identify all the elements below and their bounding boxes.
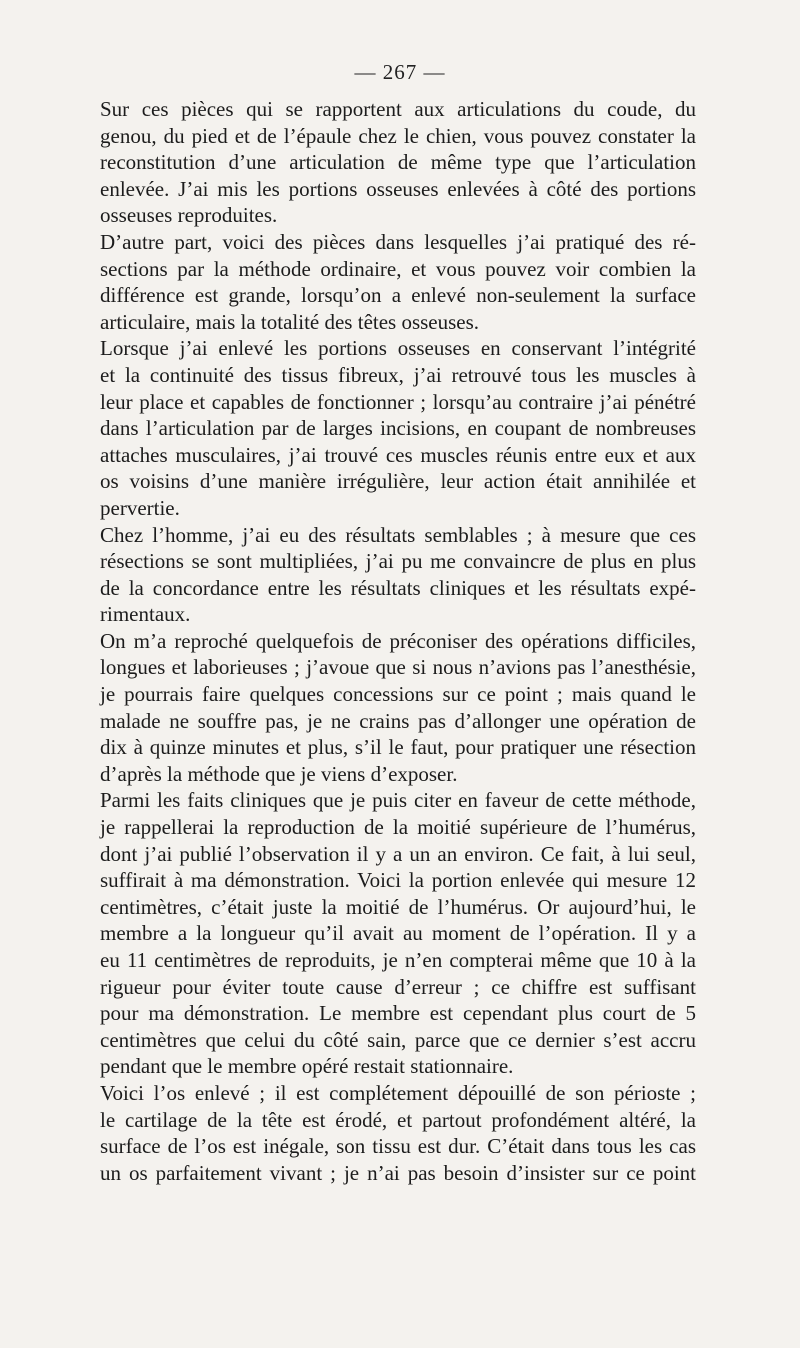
text-line: attaches musculaires, j’ai trouvé ces muscles réunis entre eux et aux [100, 442, 696, 467]
text-line: eu 11 centimètres de reproduits, je n’en compterai même que 10 à la [100, 948, 696, 972]
text-line: surface de l’os est inégale, son tissu est dur. C’était dans tous les cas [100, 1134, 696, 1159]
text-line: Lorsque j’ai enlevé les portions osseuses en conservant l’intégrité [100, 336, 696, 361]
text-line: d’après la méthode que je viens d’exposer. [100, 761, 458, 786]
text-line: malade ne souffre pas, je ne crains pas d’allonger une opération de [100, 708, 696, 733]
paragraph [80, 522, 696, 628]
text-line: centimètres, c’était juste la moitié de l’humérus. Or aujourd’hui, le [100, 894, 696, 919]
text-line: Sur ces pièces qui se rapportent aux articulations du coude, du [100, 97, 696, 121]
text-line: dix à quinze minutes et plus, s’il le faut, pour pratiquer une résection [100, 735, 696, 760]
text-line: Parmi les faits cliniques que je puis citer en faveur de cette méthode, [100, 788, 696, 813]
text-line: et la continuité des tissus fibreux, j’ai retrouvé tous les muscles à [100, 362, 696, 387]
text-line: On m’a reproché quelquefois de préconiser des opérations difficiles, [100, 628, 696, 653]
text-line: os voisins d’une manière irrégulière, leur action était annihilée et [100, 469, 696, 494]
paragraph [80, 96, 696, 229]
text-line: enlevée. J’ai mis les portions osseuses enlevées à côté des portions [100, 176, 696, 201]
text-line: je pourrais faire quelques concessions sur ce point ; mais quand le [100, 682, 696, 707]
paragraph [80, 628, 696, 788]
text-line: pour ma démonstration. Le membre est cependant plus court de 5 [100, 1001, 696, 1026]
text-line: centimètres que celui du côté sain, parce que ce dernier s’est accru [100, 1027, 696, 1052]
text-line: je rappellerai la reproduction de la moitié supérieure de l’humérus, [100, 815, 696, 840]
text-line: sections par la méthode ordinaire, et vous pouvez voir combien la [100, 256, 696, 281]
text-line: le cartilage de la tête est érodé, et partout profondément altéré, la [100, 1107, 696, 1132]
text-line: rigueur pour éviter toute cause d’erreur ; ce chiffre est suffisant [100, 974, 696, 999]
text-line: de la concordance entre les résultats cliniques et les résultats expé- [100, 575, 696, 600]
text-line: D’autre part, voici des pièces dans lesquelles j’ai pratiqué des ré- [100, 229, 696, 254]
text-line: membre a la longueur qu’il avait au moment de l’opération. Il y a [100, 921, 696, 946]
paragraph [80, 229, 696, 335]
text-line: genou, du pied et de l’épaule chez le chien, vous pouvez constater la [100, 123, 696, 148]
text-line: pendant que le membre opéré restait stationnaire. [100, 1054, 514, 1079]
text-line: osseuses reproduites. [100, 203, 278, 228]
text-line: articulaire, mais la totalité des têtes osseuses. [100, 309, 480, 334]
text-line: un os parfaitement vivant ; je n’ai pas besoin d’insister sur ce point [100, 1160, 696, 1185]
text-line: longues et laborieuses ; j’avoue que si nous n’avions pas l’anesthésie, [100, 655, 696, 680]
text-line: Voici l’os enlevé ; il est complétement dépouillé de son périoste ; [100, 1080, 696, 1105]
text-line: résections se sont multipliées, j’ai pu me convaincre de plus en plus [100, 549, 696, 574]
text-line: suffirait à ma démonstration. Voici la portion enlevée qui mesure 12 [100, 868, 696, 893]
text-line: dans l’articulation par de larges incisions, en coupant de nombreuses [100, 416, 696, 441]
text-line: Chez l’homme, j’ai eu des résultats semblables ; à mesure que ces [100, 522, 696, 547]
text-line: dont j’ai publié l’observation il y a un an environ. Ce fait, à lui seul, [100, 841, 696, 866]
page-number: — 267 — [354, 60, 446, 84]
text-line: rimentaux. [100, 602, 191, 627]
paragraph [80, 335, 696, 521]
paragraph [80, 787, 696, 1080]
text-line: reconstitution d’une articulation de même type que l’articulation [100, 150, 696, 175]
text-line: pervertie. [100, 495, 180, 520]
text-line: différence est grande, lorsqu’on a enlevé non-seulement la surface [100, 283, 696, 308]
text-line: leur place et capables de fonctionner ; lorsqu’au contraire j’ai pénétré [100, 389, 696, 414]
paragraph [80, 1080, 696, 1186]
body-text [80, 96, 696, 1186]
